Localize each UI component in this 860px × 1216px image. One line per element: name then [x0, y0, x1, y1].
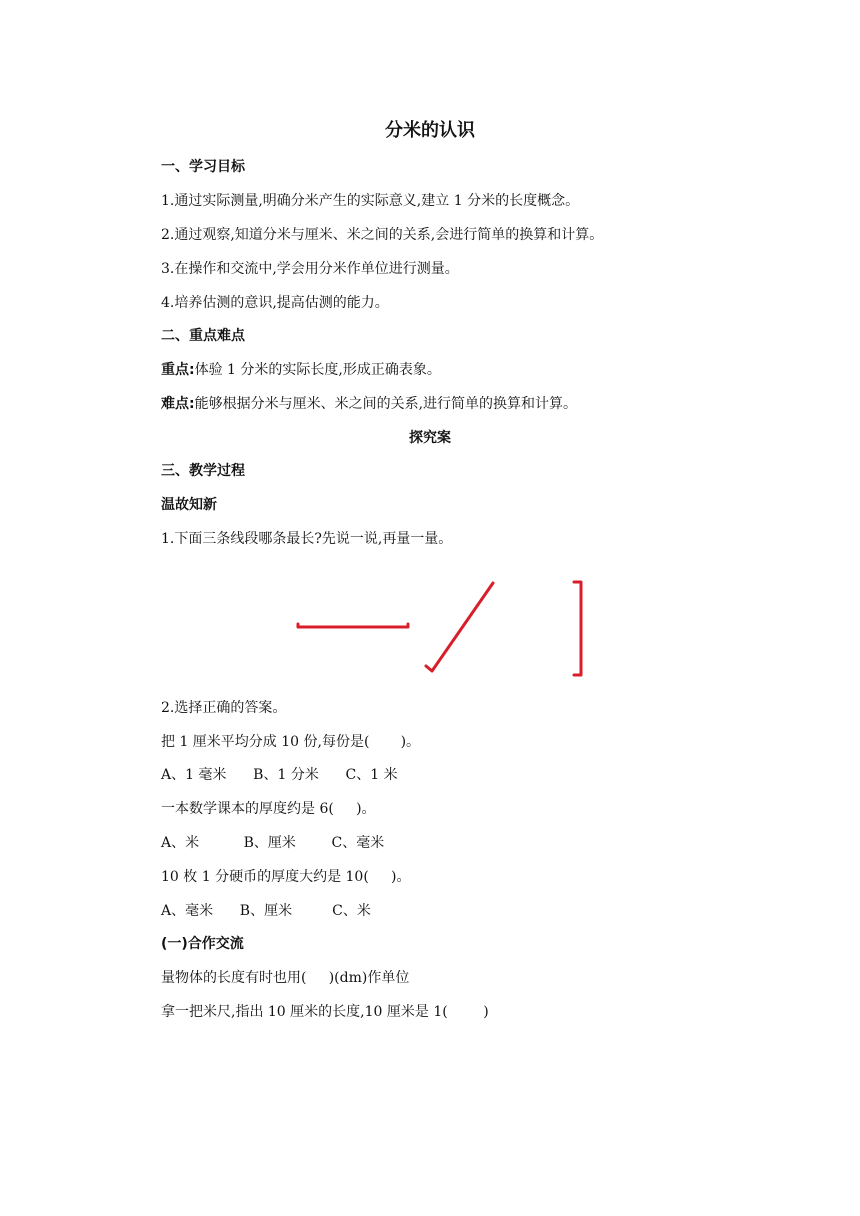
goal-item: 3.在操作和交流中,学会用分米作单位进行测量。 [161, 261, 459, 277]
segment-vertical-bracket [574, 582, 581, 675]
section-heading-goals: 一、学习目标 [161, 159, 245, 175]
key-label: 重点: [161, 362, 195, 378]
cooperation-line-2: 拿一把米尺,指出 10 厘米的长度,10 厘米是 1( ) [161, 1004, 489, 1020]
key-point [161, 360, 441, 380]
line-segments-figure [290, 570, 590, 685]
hard-point [161, 394, 577, 414]
question-2c: 10 枚 1 分硬币的厚度大约是 10( )。 [161, 869, 411, 885]
hard-label: 难点: [161, 396, 195, 412]
question-1: 1.下面三条线段哪条最长?先说一说,再量一量。 [161, 531, 453, 547]
center-heading: 探究案 [409, 430, 451, 446]
page-title: 分米的认识 [385, 120, 475, 141]
section-heading-process: 三、教学过程 [161, 463, 245, 479]
section-heading-cooperation: (一)合作交流 [161, 936, 244, 952]
question-2c-options: A、毫米 B、厘米 C、米 [161, 903, 371, 919]
goal-item: 2.通过观察,知道分米与厘米、米之间的关系,会进行简单的换算和计算。 [161, 227, 604, 243]
key-text: 体验 1 分米的实际长度,形成正确表象。 [194, 362, 441, 378]
question-2b: 一本数学课本的厚度约是 6( )。 [161, 801, 376, 817]
segment-diagonal [426, 583, 493, 671]
question-2: 2.选择正确的答案。 [161, 700, 287, 716]
question-2a: 把 1 厘米平均分成 10 份,每份是( )。 [161, 734, 421, 750]
segment-horizontal [298, 624, 408, 627]
goal-item: 1.通过实际测量,明确分米产生的实际意义,建立 1 分米的长度概念。 [161, 193, 580, 209]
cooperation-line-1: 量物体的长度有时也用( )(dm)作单位 [161, 970, 410, 986]
question-2a-options: A、1 毫米 B、1 分米 C、1 米 [161, 767, 398, 783]
question-2b-options: A、米 B、厘米 C、毫米 [161, 835, 385, 851]
hard-text: 能够根据分米与厘米、米之间的关系,进行简单的换算和计算。 [194, 396, 578, 412]
goal-item: 4.培养估测的意识,提高估测的能力。 [161, 295, 389, 311]
subheading-review: 温故知新 [161, 497, 217, 513]
section-heading-key-points: 二、重点难点 [161, 328, 245, 344]
